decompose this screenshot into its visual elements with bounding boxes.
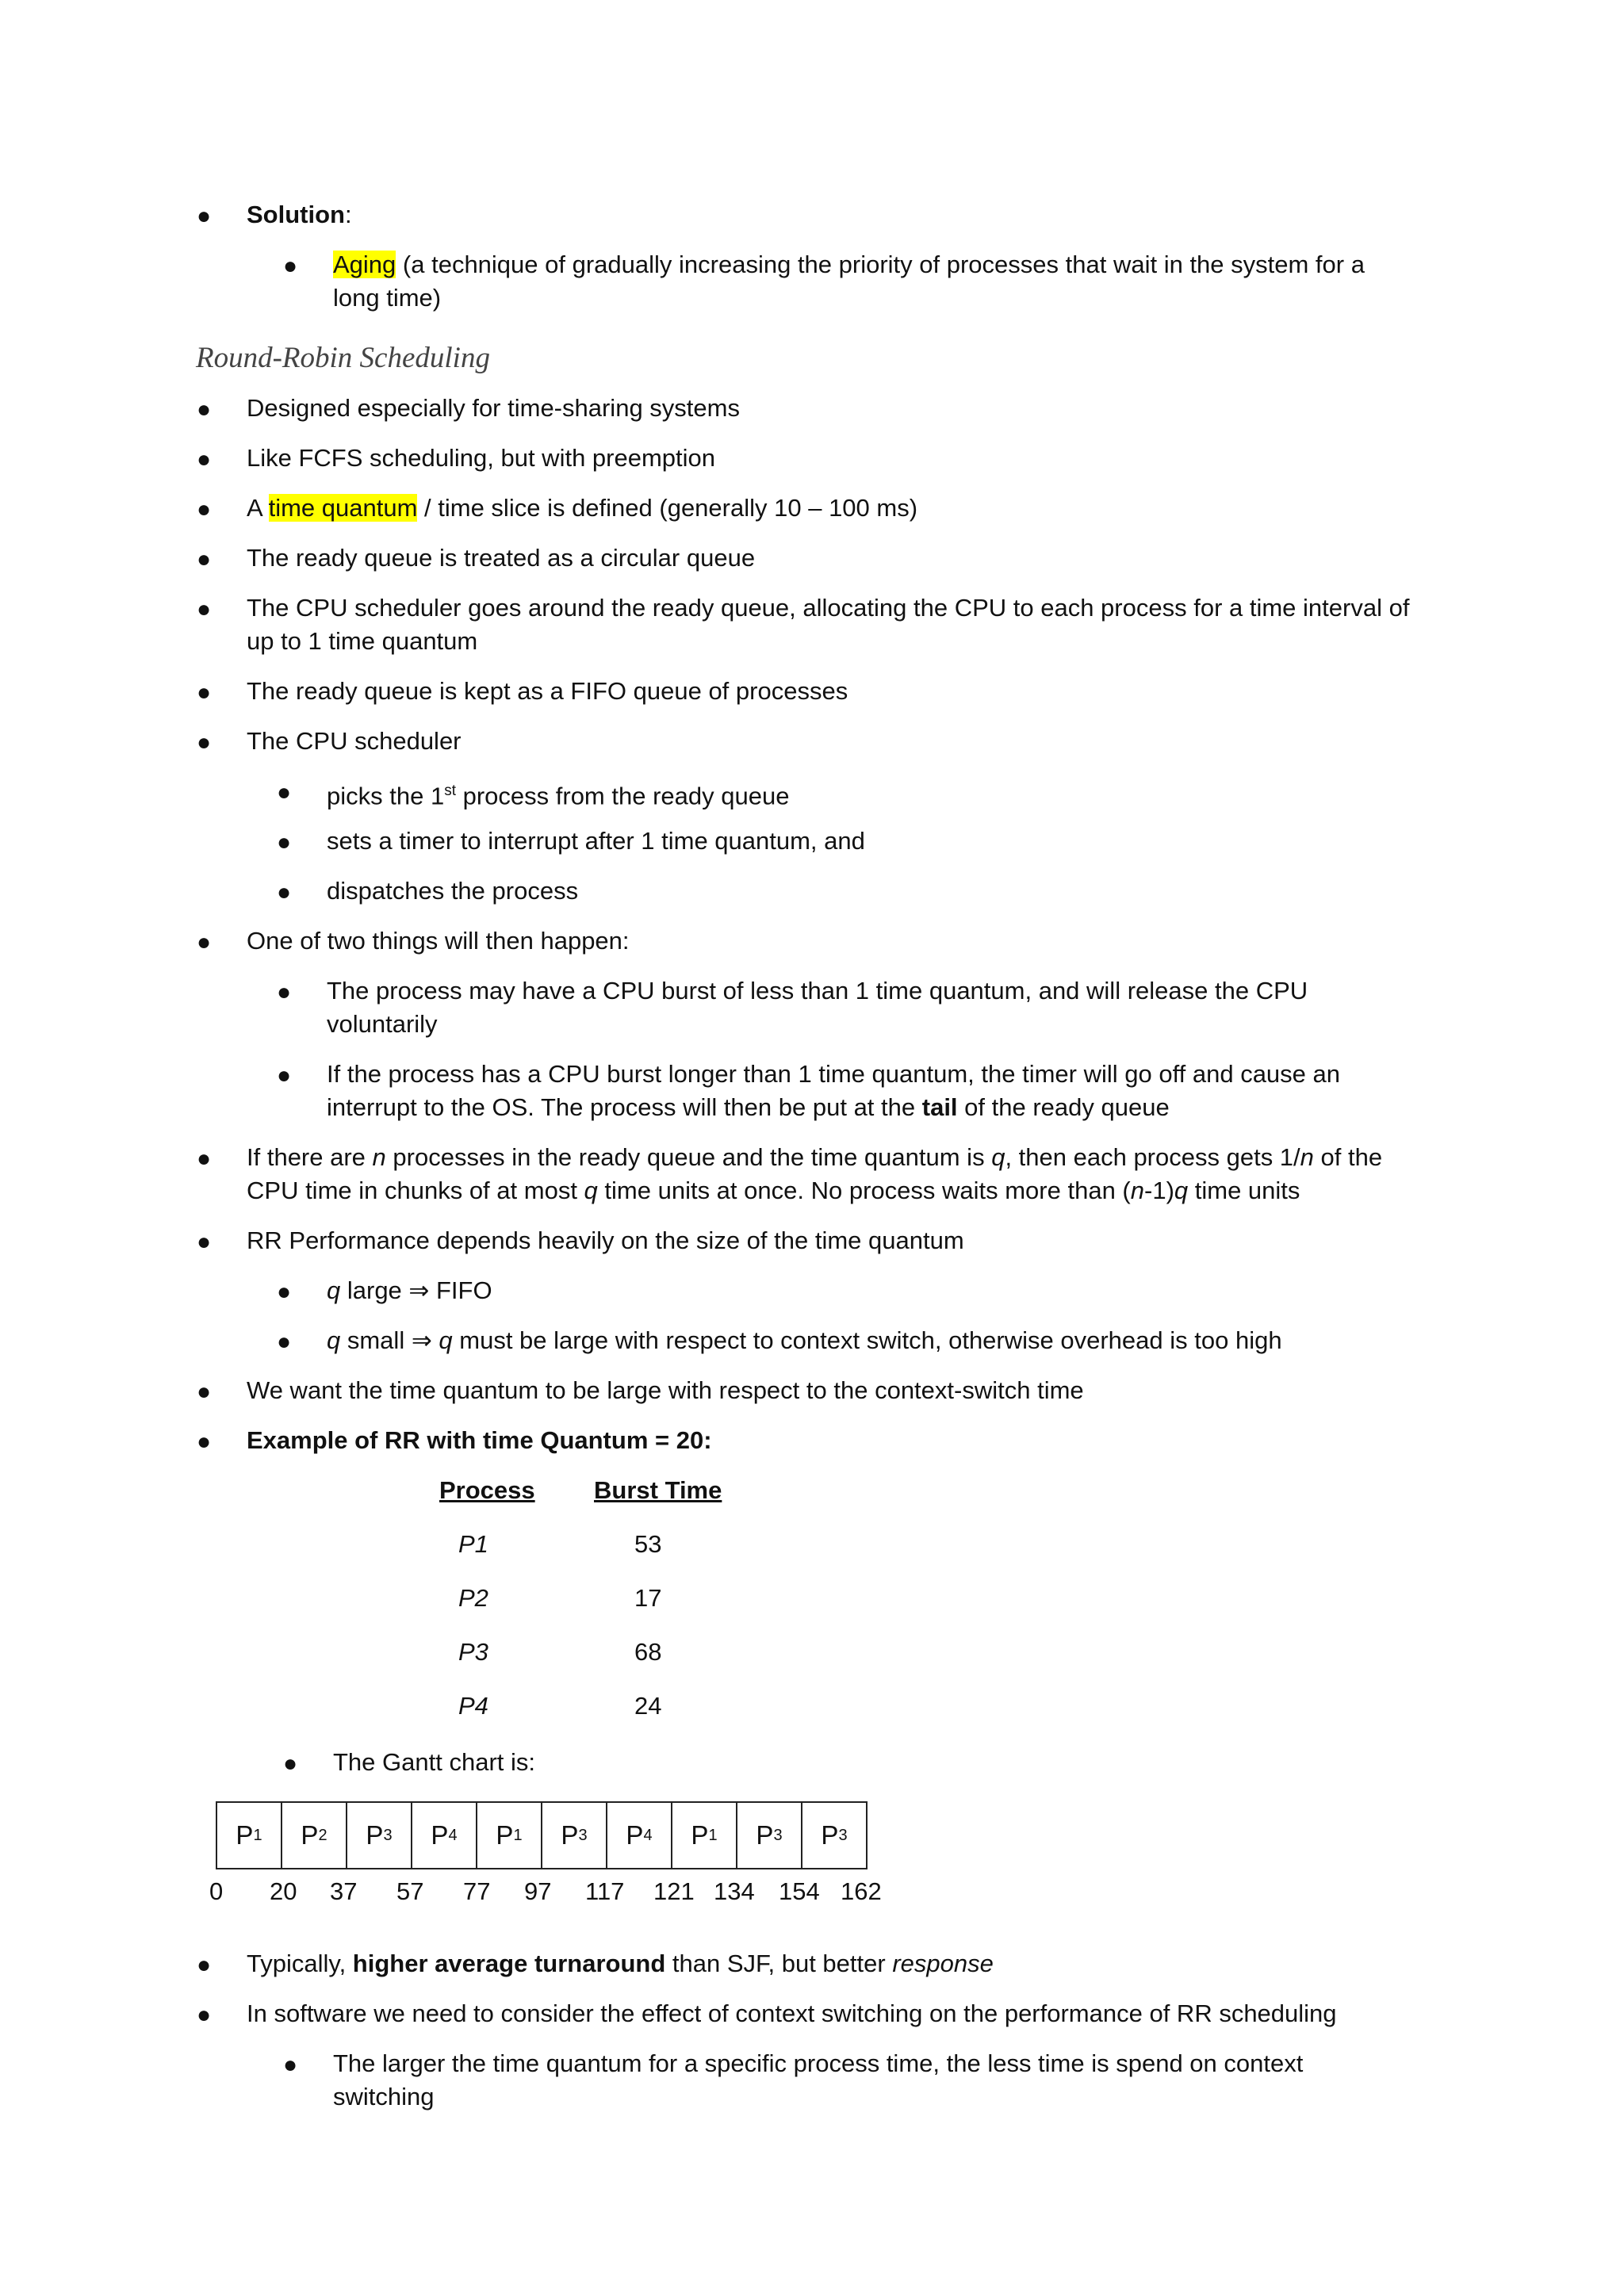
gantt-cell-process: P [431, 1820, 449, 1850]
sub-bullet-10a [327, 1274, 492, 1307]
b13-ital: response [892, 1950, 994, 1977]
gantt-cell-process: P [236, 1820, 254, 1850]
gantt-time-label: 117 [585, 1877, 625, 1905]
gantt-cell [736, 1801, 802, 1869]
bullet: ● [277, 979, 292, 1005]
solution-label: Solution [247, 201, 345, 228]
table-cell-process: P3 [458, 1638, 488, 1666]
gantt-chart [216, 1801, 868, 1869]
bullet-text-3 [247, 492, 917, 525]
table-header-process: Process [439, 1476, 535, 1504]
gantt-time-label: 121 [653, 1877, 695, 1905]
bullet: ● [277, 829, 292, 855]
bullet: ● [197, 729, 212, 756]
gantt-cell-subscript: 1 [513, 1826, 523, 1844]
b9-l2d: time units [1188, 1177, 1300, 1204]
gantt-cell-process: P [821, 1820, 839, 1850]
table-cell-burst: 53 [634, 1530, 662, 1558]
bullet: ● [197, 2002, 212, 2028]
b9-q3: q [1174, 1177, 1189, 1204]
b9-l2c: -1) [1144, 1177, 1174, 1204]
gantt-cell-subscript: 3 [773, 1826, 783, 1844]
sub-bullet-8a-line-2: voluntarily [327, 1010, 438, 1038]
bullet: ● [197, 1229, 212, 1255]
bullet: ● [197, 546, 212, 572]
gantt-cell-process: P [626, 1820, 644, 1850]
gantt-cell [346, 1801, 412, 1869]
bullet: ● [277, 1279, 292, 1305]
b9-n1: n [372, 1143, 386, 1171]
bullet-text-1: Designed especially for time-sharing systems [247, 394, 740, 422]
gantt-cell-process: P [756, 1820, 774, 1850]
bullet: ● [197, 396, 212, 423]
bullet-text-4: The ready queue is treated as a circular queue [247, 544, 756, 572]
bullet: ● [197, 679, 212, 706]
b8b-text-b: of the ready queue [957, 1093, 1170, 1121]
bullet-text-2: Like FCFS scheduling, but with preemption [247, 444, 716, 472]
section-heading: Round-Robin Scheduling [196, 342, 490, 374]
gantt-cell [216, 1801, 282, 1869]
b9-n2: n [1300, 1143, 1314, 1171]
gantt-time-label: 97 [524, 1877, 552, 1905]
gantt-time-label: 0 [209, 1877, 224, 1905]
gantt-time-label: 57 [396, 1877, 424, 1905]
b9-q2: q [584, 1177, 598, 1204]
bullet: ● [197, 1429, 212, 1455]
b10b-rest: must be large with respect to context switch, otherwise overhead is too high [452, 1326, 1282, 1354]
b9-n3: n [1130, 1177, 1144, 1204]
gantt-time-label: 162 [841, 1877, 882, 1905]
solution-colon: : [344, 201, 352, 228]
b9-l1a: If there are [247, 1143, 373, 1171]
gantt-cell-subscript: 4 [448, 1826, 458, 1844]
b8b-bold: tail [921, 1093, 958, 1121]
gantt-cell-subscript: 4 [643, 1826, 653, 1844]
bullet-text-8: One of two things will then happen: [247, 927, 630, 955]
b9-l1c: , then each process gets 1/ [1005, 1143, 1300, 1171]
bullet-text-12: Example of RR with time Quantum = 20: [247, 1426, 712, 1454]
bullet-text-5-line-1: The CPU scheduler goes around the ready queue, allocating the CPU to each process for a time interval of [247, 594, 1410, 622]
gantt-cell [411, 1801, 477, 1869]
gantt-intro: The Gantt chart is: [333, 1748, 535, 1776]
bullet-text-14: In software we need to consider the effect of context switching on the performance of RR scheduling [247, 1999, 1337, 2027]
sub-bullet-8a-line-1: The process may have a CPU burst of less than 1 time quantum, and will release the CPU [327, 977, 1308, 1004]
b10a-q: q [327, 1276, 341, 1304]
bullet-text-13 [247, 1947, 994, 1980]
bullet: ● [197, 446, 212, 473]
time-quantum-term: time quantum [268, 494, 418, 522]
gantt-time-label: 37 [330, 1877, 358, 1905]
bullet-text-7: The CPU scheduler [247, 727, 462, 755]
bullet: ● [197, 1379, 212, 1405]
gantt-cell [801, 1801, 868, 1869]
bullet: ● [197, 203, 212, 229]
table-cell-burst: 17 [634, 1584, 662, 1612]
gantt-time-label: 154 [779, 1877, 820, 1905]
bullet: ● [283, 2052, 298, 2078]
bullet-text-10: RR Performance depends heavily on the size of the time quantum [247, 1226, 964, 1254]
bullet: ● [277, 879, 292, 905]
b13-bold: higher average turnaround [352, 1950, 666, 1977]
b9-l1b: processes in the ready queue and the time quantum is [385, 1143, 992, 1171]
gantt-cell [606, 1801, 672, 1869]
b10a-rest: large ⇒ FIFO [340, 1276, 492, 1304]
aging-line-2: long time) [333, 284, 442, 312]
gantt-time-label: 134 [714, 1877, 755, 1905]
bullet: ● [197, 1952, 212, 1978]
b3-post: / time slice is defined (generally 10 – 100 ms) [417, 494, 918, 522]
sub-bullet-14a-line-2: switching [333, 2083, 435, 2110]
b3-pre: A [247, 494, 269, 522]
table-cell-process: P4 [458, 1692, 488, 1720]
sub-bullet-7a [327, 775, 789, 813]
gantt-time-label: 77 [463, 1877, 491, 1905]
bullet: ● [277, 1329, 292, 1355]
b13-mid: than SJF, but better [665, 1950, 893, 1977]
sub-bullet-8b-line-1: If the process has a CPU burst longer than 1 time quantum, the timer will go off and cause an [327, 1060, 1341, 1088]
gantt-cell-subscript: 1 [253, 1826, 262, 1844]
b7a-pre: picks the 1 [327, 782, 445, 810]
sub-bullet-7c: dispatches the process [327, 877, 579, 905]
b7a-post: process from the ready queue [455, 782, 790, 810]
aging-text: (a technique of gradually increasing the priority of processes that wait in the system for a [396, 251, 1365, 278]
sub-bullet-14a-line-1: The larger the time quantum for a specific process time, the less time is spend on context [333, 2049, 1304, 2077]
b13-pre: Typically, [247, 1950, 353, 1977]
solution-line [247, 198, 352, 232]
bullet: ● [283, 1751, 298, 1777]
bullet: ● [197, 596, 212, 622]
gantt-cell [541, 1801, 607, 1869]
gantt-cell [671, 1801, 737, 1869]
bullet-text-9-line-2 [247, 1174, 1300, 1207]
aging-term: Aging [333, 251, 396, 278]
bullet: ● [277, 1062, 292, 1089]
table-cell-process: P2 [458, 1584, 488, 1612]
table-cell-process: P1 [458, 1530, 488, 1558]
b7a-sup: st [444, 783, 456, 799]
gantt-cell-process: P [691, 1820, 709, 1850]
b10b-q2: q [439, 1326, 453, 1354]
b9-q1: q [991, 1143, 1005, 1171]
b10b-q: q [327, 1326, 341, 1354]
sub-bullet-8b-line-2 [327, 1091, 1170, 1124]
table-cell-burst: 24 [634, 1692, 662, 1720]
bullet-text-9-line-1 [247, 1141, 1382, 1174]
gantt-cell-subscript: 3 [383, 1826, 393, 1844]
table-header-burst: Burst Time [594, 1476, 722, 1504]
gantt-time-label: 20 [270, 1877, 297, 1905]
sub-bullet-7b: sets a timer to interrupt after 1 time quantum, and [327, 827, 865, 855]
bullet-text-6: The ready queue is kept as a FIFO queue of processes [247, 677, 848, 705]
gantt-cell [281, 1801, 347, 1869]
gantt-cell-process: P [496, 1820, 514, 1850]
aging-line-1 [333, 248, 1365, 281]
gantt-cell-process: P [561, 1820, 579, 1850]
b9-l2a: CPU time in chunks of at most [247, 1177, 584, 1204]
b8b-text-a: interrupt to the OS. The process will then be put at the [327, 1093, 922, 1121]
gantt-cell-subscript: 3 [578, 1826, 588, 1844]
bullet: ● [197, 929, 212, 955]
bullet: ● [283, 253, 298, 279]
gantt-cell-process: P [301, 1820, 319, 1850]
table-cell-burst: 68 [634, 1638, 662, 1666]
bullet-text-5-line-2: up to 1 time quantum [247, 627, 478, 655]
gantt-cell-process: P [366, 1820, 384, 1850]
bullet: ● [277, 779, 292, 806]
b9-l1d: of the [1313, 1143, 1383, 1171]
sub-bullet-10b [327, 1324, 1282, 1357]
bullet: ● [197, 1146, 212, 1172]
bullet-text-11: We want the time quantum to be large with respect to the context-switch time [247, 1376, 1084, 1404]
gantt-cell-subscript: 1 [708, 1826, 718, 1844]
gantt-cell [476, 1801, 542, 1869]
b9-l2b: time units at once. No process waits more than ( [597, 1177, 1131, 1204]
b10b-mid: small ⇒ [340, 1326, 439, 1354]
gantt-cell-subscript: 2 [318, 1826, 327, 1844]
bullet: ● [197, 496, 212, 522]
gantt-cell-subscript: 3 [838, 1826, 848, 1844]
